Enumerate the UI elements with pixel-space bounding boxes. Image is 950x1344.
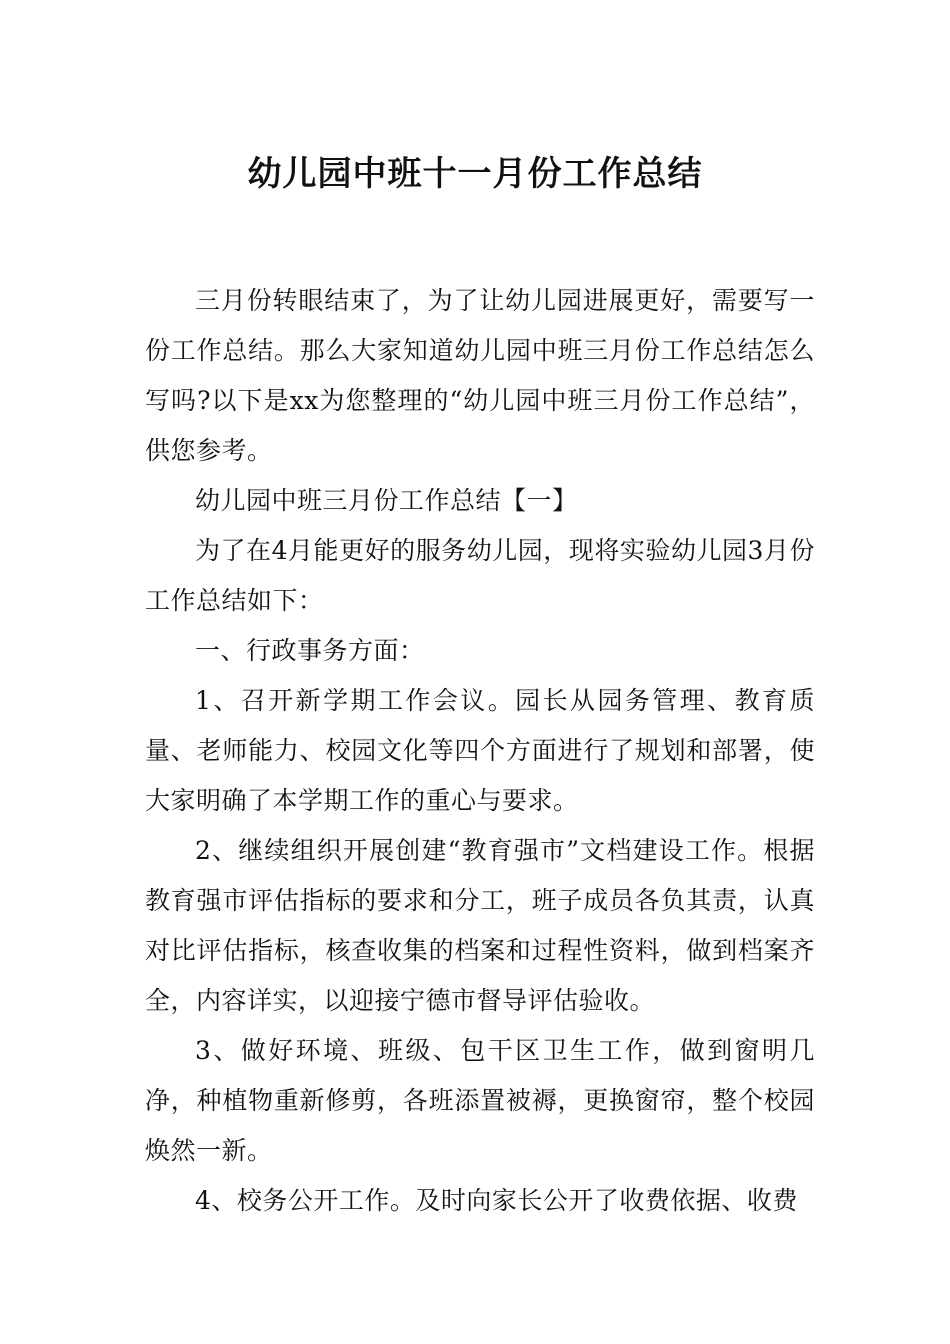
paragraph-overview: 为了在4月能更好的服务幼儿园，现将实验幼儿园3月份工作总结如下： [145, 536, 815, 615]
paragraph-item-4: 4、校务公开工作。及时向家长公开了收费依据、收费 [195, 1186, 798, 1215]
paragraph-section-heading: 幼儿园中班三月份工作总结【一】 [195, 486, 578, 515]
document-title: 幼儿园中班十一月份工作总结 [247, 153, 703, 194]
document-body [145, 276, 815, 1226]
paragraph-item-1: 1、召开新学期工作会议。园长从园务管理、教育质量、老师能力、校园文化等四个方面进行了规划和部署，使大家明确了本学期工作的重心与要求。 [145, 686, 815, 815]
paragraph-item-3: 3、做好环境、班级、包干区卫生工作，做到窗明几净，种植物重新修剪，各班添置被褥，更换窗帘，整个校园焕然一新。 [145, 1036, 815, 1165]
paragraph-item-2: 2、继续组织开展创建“教育强市”文档建设工作。根据教育强市评估指标的要求和分工，班子成员各负其责，认真对比评估指标，核查收集的档案和过程性资料，做到档案齐全，内容详实，以迎接宁德市督导评估验收。 [145, 836, 815, 1015]
paragraph-admin-heading: 一、行政事务方面： [195, 636, 425, 665]
paragraph-intro: 三月份转眼结束了，为了让幼儿园进展更好，需要写一份工作总结。那么大家知道幼儿园中班三月份工作总结怎么写吗?以下是xx为您整理的“幼儿园中班三月份工作总结”，供您参考。 [145, 286, 815, 465]
